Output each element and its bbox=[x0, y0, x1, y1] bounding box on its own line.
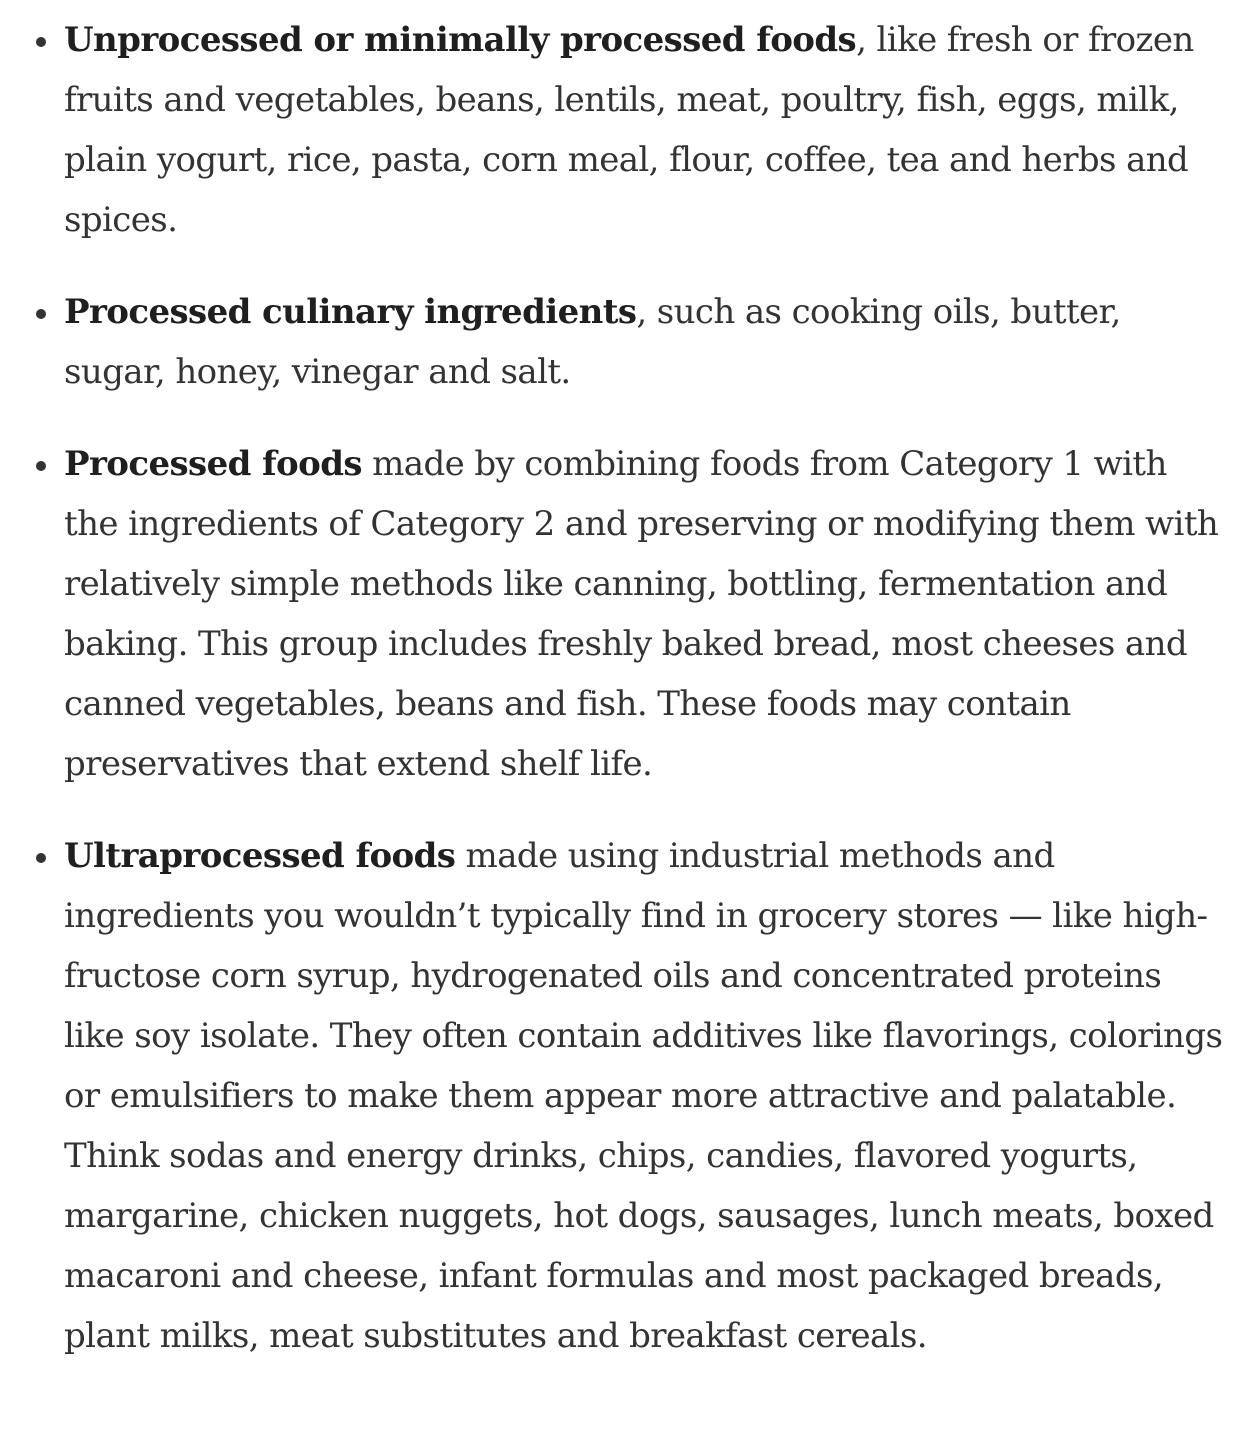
food-category-list bbox=[0, 10, 1244, 1398]
bullet-icon bbox=[36, 309, 46, 319]
list-item-processed bbox=[0, 434, 1244, 794]
list-item-unprocessed bbox=[0, 10, 1244, 250]
item-description: made by combining foods from Category 1 with the ingredients of Category 2 and preserving or modifying them with relatively simple methods like canning, bottling, fermentation and baking. This group includes freshly baked bread, most cheeses and canned vegetables, beans and fish. These foods may contain preservatives that extend shelf life. bbox=[64, 444, 1219, 784]
item-term: Processed culinary ingredients bbox=[64, 292, 637, 332]
bullet-icon bbox=[36, 37, 46, 47]
item-description: , such as cooking oils, butter, sugar, honey, vinegar and salt. bbox=[64, 292, 1121, 392]
item-term: Unprocessed or minimally processed foods bbox=[64, 20, 857, 60]
list-item-ultraprocessed bbox=[0, 826, 1244, 1366]
bullet-icon bbox=[36, 853, 46, 863]
item-description: , like fresh or frozen fruits and vegetables, beans, lentils, meat, poultry, fish, eggs, milk, plain yogurt, rice, pasta, corn meal, flour, coffee, tea and herbs and spices. bbox=[64, 20, 1194, 240]
list-item-culinary-ingredients bbox=[0, 282, 1244, 402]
bullet-icon bbox=[36, 461, 46, 471]
item-term: Processed foods bbox=[64, 444, 362, 484]
item-term: Ultraprocessed foods bbox=[64, 836, 456, 876]
item-description: made using industrial methods and ingredients you wouldn’t typically find in grocery stores — like high-fructose corn syrup, hydrogenated oils and concentrated proteins like soy isolate. They often contain additives like flavorings, colorings or emulsifiers to make them appear more attractive and palatable. Think sodas and energy drinks, chips, candies, flavored yogurts, margarine, chicken nuggets, hot dogs, sausages, lunch meats, boxed macaroni and cheese, infant formulas and most packaged breads, plant milks, meat substitutes and breakfast cereals. bbox=[64, 836, 1223, 1356]
